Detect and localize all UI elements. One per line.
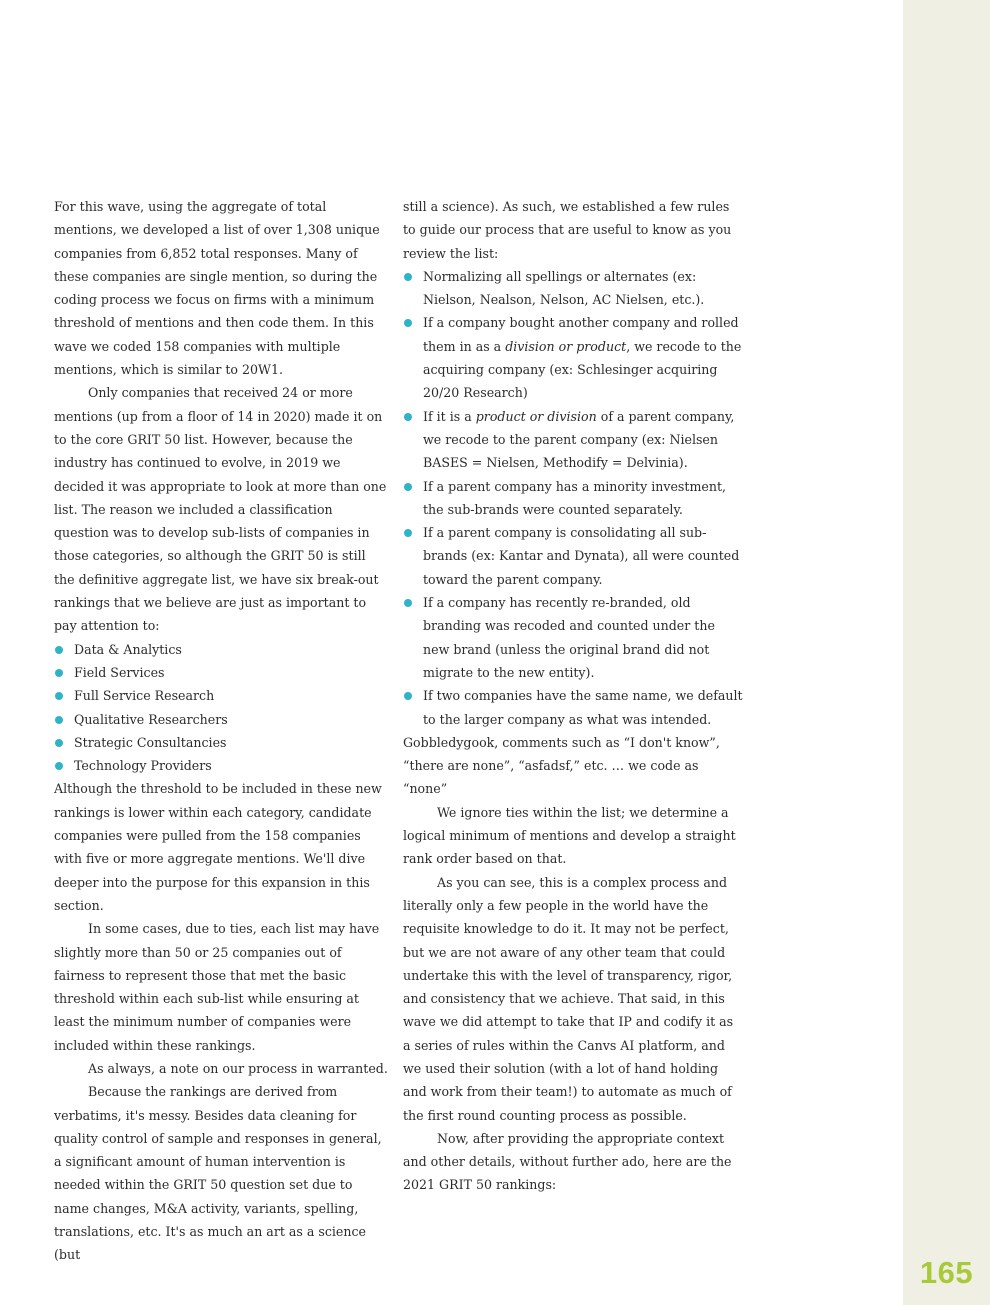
paragraph: still a science). As such, we established a few rules to guide our process that are useful to know as you review the list: [403, 199, 732, 261]
page-sidebar-strip [903, 0, 990, 1305]
category-item: Full Service Research [54, 684, 390, 707]
category-item: Technology Providers [54, 754, 390, 777]
page-number: 165 [919, 1255, 974, 1290]
rule-item: If a company bought another company and rolled them in as a division or product, we recode to the acquiring company (ex: Schlesinger acquiring 20/20 Research) [403, 311, 743, 404]
paragraph: As you can see, this is a complex process and literally only a few people in the world have the requisite knowledge to do it. It may not be perfect, but we are not aware of any other team that could undertake this with the level of transparency, rigor, and consistency that we achieve. That said, in this wave we did attempt to take that IP and codify it as a series of rules within the Canvs AI platform, and we used their solution (with a lot of hand holding and work from their team!) to automate as much of the first round counting process as possible. [403, 874, 734, 1123]
category-item: Strategic Consultancies [54, 731, 390, 754]
right-column [403, 195, 743, 1197]
paragraph: In some cases, due to ties, each list may have slightly more than 50 or 25 companies out of fairness to represent those that met the basic threshold within each sub-list while ensuring at least the minimum number of companies were included within these rankings. [54, 921, 380, 1053]
paragraph: For this wave, using the aggregate of total mentions, we developed a list of over 1,308 unique companies from 6,852 total responses. Many of these companies are single mention, so during the coding process we focus on firms with a minimum threshold of mentions and then code them. In this wave we coded 158 companies with multiple mentions, which is similar to 20W1. [54, 199, 380, 378]
paragraph: Because the rankings are derived from verbatims, it's messy. Besides data cleaning for quality control of sample and responses in general, a significant amount of human intervention is needed within the GRIT 50 question set due to name changes, M&A activity, variants, spelling, translations, etc. It's as much an art as a science (but [54, 1084, 382, 1263]
category-item: Qualitative Researchers [54, 708, 390, 731]
paragraph: As always, a note on our process in warranted. [88, 1060, 388, 1076]
paragraph: We ignore ties within the list; we determine a logical minimum of mentions and develop a straight rank order based on that. [403, 804, 736, 867]
paragraph: Although the threshold to be included in these new rankings is lower within each category, candidate companies were pulled from the 158 companies with five or more aggregate mentions. We'll dive deeper into the purpose for this expansion in this section. [54, 781, 382, 913]
category-item: Data & Analytics [54, 638, 390, 661]
category-list [54, 638, 390, 778]
category-item: Field Services [54, 661, 390, 684]
rule-item: If a parent company has a minority investment, the sub-brands were counted separately. [403, 475, 743, 522]
rules-list [403, 265, 743, 731]
rule-item: Normalizing all spellings or alternates (ex: Nielson, Nealson, Nelson, AC Nielsen, etc.). [403, 265, 743, 312]
paragraph: Only companies that received 24 or more mentions (up from a floor of 14 in 2020) made it on to the core GRIT 50 list. However, because the industry has continued to evolve, in 2019 we decided it was appropriate to look at more than one list. The reason we included a classification question was to develop sub-lists of companies in those categories, so although the GRIT 50 is still the definitive aggregate list, we have six break-out rankings that we believe are just as important to pay attention to: [54, 385, 387, 634]
paragraph: Now, after providing the appropriate context and other details, without further ado, here are the 2021 GRIT 50 rankings: [403, 1130, 732, 1193]
rule-item: If two companies have the same name, we default to the larger company as what was intended. [403, 684, 743, 731]
rule-item: If a company has recently re-branded, old branding was recoded and counted under the new brand (unless the original brand did not migrate to the new entity). [403, 591, 743, 684]
rule-item: If a parent company is consolidating all sub-brands (ex: Kantar and Dynata), all were counted toward the parent company. [403, 521, 743, 591]
left-column [54, 195, 390, 1267]
rule-item: If it is a product or division of a parent company, we recode to the parent company (ex: Nielsen BASES = Nielsen, Methodify = Delvinia). [403, 405, 743, 475]
paragraph: Gobbledygook, comments such as “I don't know”, “there are none”, “asfadsf,” etc. … we code as “none” [403, 734, 720, 797]
